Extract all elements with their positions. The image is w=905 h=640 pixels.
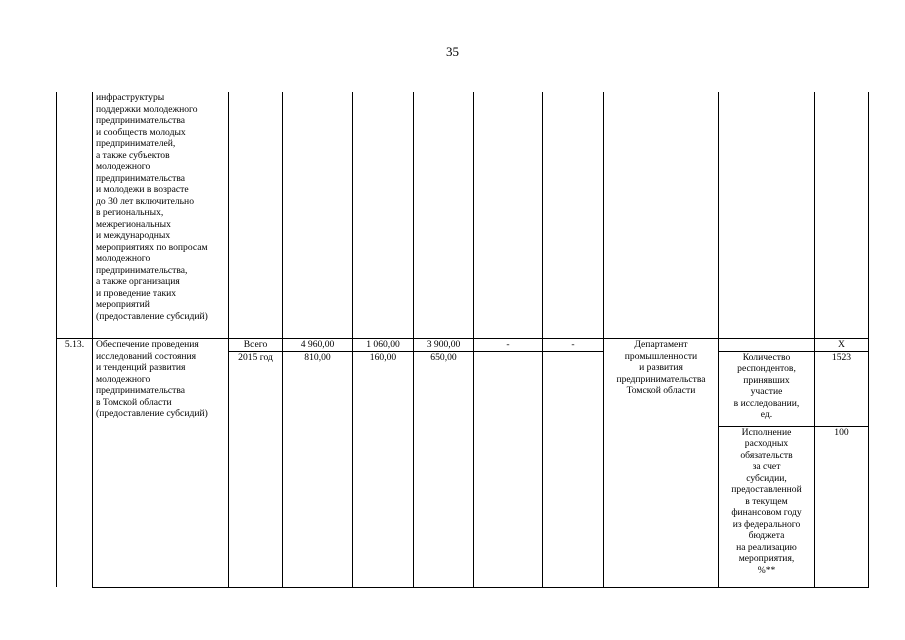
indicator-name-line: субсидии, <box>746 472 787 484</box>
indicator-name <box>719 426 815 587</box>
empty-cell <box>815 92 869 339</box>
empty-cell <box>543 92 604 339</box>
continuation-name-line: в региональных, <box>96 207 164 218</box>
year-local <box>474 351 543 587</box>
year-extra <box>543 351 604 587</box>
continuation-name-line: мероприятий <box>96 299 150 310</box>
indicator-name-line: %** <box>757 564 776 576</box>
year-sum: 810,00 <box>283 351 353 587</box>
continuation-name-line: поддержки молодежного <box>96 103 198 115</box>
continuation-name-line: предпринимательства <box>96 115 186 126</box>
continuation-name-line: предпринимательства, <box>96 264 188 276</box>
total-regional: 3 900,00 <box>414 339 474 352</box>
total-local: - <box>474 339 543 352</box>
row-name-line: (предоставление субсидий) <box>96 408 208 419</box>
indicator-name-line: принявших <box>743 374 790 386</box>
year-federal: 160,00 <box>353 351 414 587</box>
indicator-name-line: финансовом году <box>731 507 802 518</box>
continuation-name-line: межрегиональных <box>96 218 171 230</box>
indicator-name-line: Количество <box>742 351 791 363</box>
continuation-name-line: и сообществ молодых <box>96 126 186 138</box>
empty-cell <box>283 92 353 339</box>
indicator-name-line: на реализацию <box>736 541 797 553</box>
row-name-line: молодежного <box>96 373 151 385</box>
total-extra: - <box>543 339 604 352</box>
row-name-line: предпринимательства <box>96 385 186 396</box>
total-federal: 1 060,00 <box>353 339 414 352</box>
continuation-name-line: предпринимательства <box>96 172 186 184</box>
executor <box>604 339 719 588</box>
row-name-line: в Томской области <box>96 396 172 408</box>
executor-line: Томской области <box>626 385 696 396</box>
continuation-row <box>57 92 869 339</box>
row-name-line: исследований состояния <box>96 350 197 362</box>
total-sum: 4 960,00 <box>283 339 353 352</box>
row-name-line: Обеспечение проведения <box>96 339 199 350</box>
executor-line: промышленности <box>624 350 698 362</box>
indicator-name-line: из федерального <box>732 518 801 530</box>
executor-line: предпринимательства <box>616 373 706 385</box>
indicator-name-line: обязательств <box>740 449 793 461</box>
continuation-name-line: а также субъектов <box>96 149 170 161</box>
continuation-name-line: и молодежи в возрасте <box>96 184 189 195</box>
empty-cell <box>474 92 543 339</box>
continuation-name-line: молодежного <box>96 253 151 264</box>
cell-number-cont <box>57 92 93 339</box>
executor-line: и развития <box>639 362 683 373</box>
continuation-name-line: инфраструктуры <box>96 92 165 103</box>
indicator-name-line: за счет <box>752 461 781 472</box>
continuation-name <box>93 92 229 339</box>
period-total-label: Всего <box>229 339 283 352</box>
indicator-value: 100 <box>815 426 869 587</box>
continuation-name-line: до 30 лет включительно <box>96 195 194 207</box>
year-regional: 650,00 <box>414 351 474 587</box>
program-table <box>56 92 869 588</box>
empty-cell <box>229 92 283 339</box>
indicator-name-line: в текущем <box>745 495 788 507</box>
indicator-name-line: предоставленной <box>731 484 802 495</box>
indicator-name-line: бюджета <box>748 530 785 541</box>
row-name <box>93 339 229 588</box>
continuation-name-line: молодежного <box>96 161 151 172</box>
indicator-value: 1523 <box>815 351 869 426</box>
empty-cell <box>719 92 815 339</box>
indicator-total-value: X <box>815 339 869 352</box>
indicator-name-line: в исследовании, <box>733 397 800 409</box>
continuation-name-line: (предоставление субсидий) <box>96 310 208 322</box>
continuation-name-line: и международных <box>96 230 171 241</box>
continuation-name-line: предпринимателей, <box>96 138 176 149</box>
row-name-line: и тенденций развития <box>96 362 186 373</box>
continuation-name-line: и проведение таких <box>96 287 177 299</box>
indicator-name-line: расходных <box>744 438 789 449</box>
indicator-name-line: Исполнение <box>741 426 792 438</box>
empty-cell <box>604 92 719 339</box>
executor-line: Департамент <box>634 339 688 350</box>
period-year-label: 2015 год <box>229 351 283 587</box>
indicator-name-line: респондентов, <box>737 363 796 374</box>
row-number: 5.13. <box>57 339 93 588</box>
row-513-total <box>57 339 869 352</box>
continuation-name-line: а также организация <box>96 276 180 287</box>
indicator-empty <box>719 339 815 352</box>
indicator-name-line: ед. <box>760 409 773 420</box>
page-number: 35 <box>446 44 459 59</box>
indicator-name-line: участие <box>750 386 783 397</box>
indicator-name <box>719 351 815 426</box>
continuation-name-line: мероприятиях по вопросам <box>96 241 208 253</box>
empty-cell <box>414 92 474 339</box>
indicator-name-line: мероприятия, <box>738 553 795 564</box>
empty-cell <box>353 92 414 339</box>
